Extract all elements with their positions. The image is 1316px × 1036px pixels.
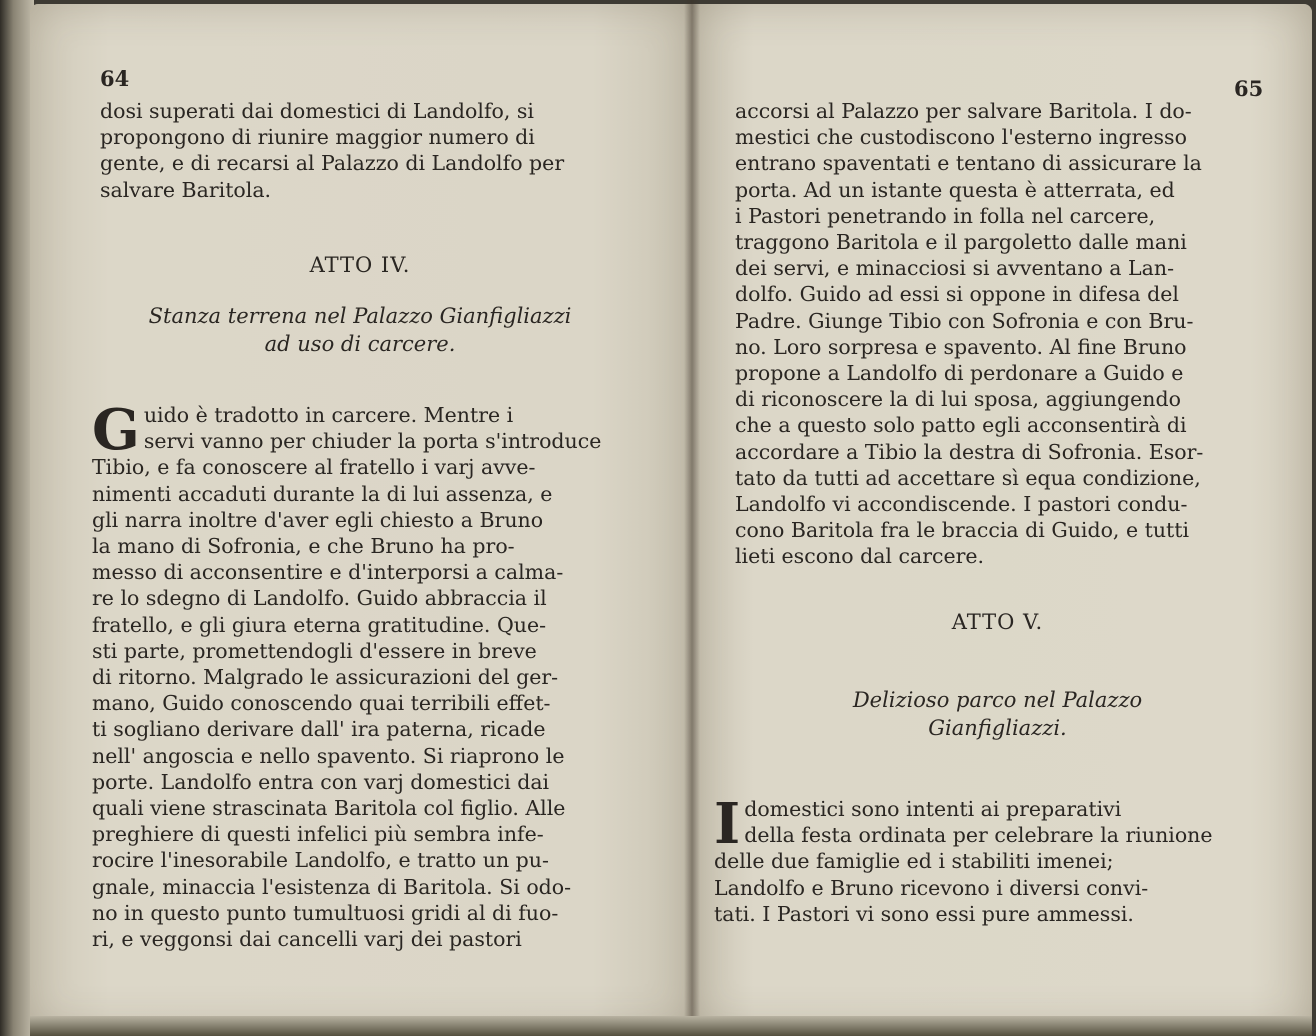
text-line: i Pastori penetrando in folla nel carcere, — [735, 203, 1156, 228]
text-line: nell' angoscia e nello spavento. Si riaprono le — [92, 743, 565, 768]
text-line: che a questo solo patto egli acconsentirà di — [735, 413, 1187, 438]
text-line: tato da tutti ad accettare sì equa condizione, — [735, 465, 1201, 490]
text-line: lieti escono dal carcere. — [735, 544, 985, 569]
text-line: porte. Landolfo entra con varj domestici dai — [92, 769, 550, 794]
scene-line: ad uso di carcere. — [264, 332, 456, 356]
text-line: uido è tradotto in carcere. Mentre i — [143, 403, 514, 427]
text-line: delle due famiglie ed i stabiliti imenei; — [714, 849, 1114, 874]
page-bottom-edge — [30, 1016, 1312, 1036]
text-line: no. Loro sorpresa e spavento. Al fine Bruno — [735, 334, 1187, 359]
text-line: domestici sono intenti ai preparativi — [744, 797, 1122, 821]
text-line: traggono Baritola e il pargoletto dalle mani — [735, 230, 1187, 255]
right-page-number: 65 — [1234, 76, 1264, 101]
scene-line: Stanza terrena nel Palazzo Gianfigliazzi — [148, 304, 572, 328]
drop-cap: G — [92, 397, 140, 463]
text-line: quali viene strascinata Baritola col figlio. Alle — [92, 796, 566, 821]
scene-line: Gianfigliazzi. — [928, 716, 1067, 740]
text-line: Landolfo vi accondiscende. I pastori condu- — [735, 492, 1188, 517]
text-line: tati. I Pastori vi sono essi pure ammessi. — [714, 901, 1134, 926]
act-v-heading: ATTO V. — [951, 610, 1044, 634]
act-iv-scene-description — [100, 302, 620, 358]
act-v-body — [714, 791, 1240, 927]
text-line: messo di acconsentire e d'interporsi a calma- — [92, 560, 564, 585]
book-edge — [0, 0, 34, 1036]
text-line: la mano di Sofronia, e che Bruno ha pro- — [92, 534, 515, 559]
act-iv-body — [92, 397, 618, 952]
text-line: fratello, e gli giura eterna gratitudine. Que- — [92, 612, 547, 637]
text-line: dei servi, e minacciosi si avventano a Lan- — [735, 256, 1175, 281]
act-v-scene-description — [735, 686, 1260, 742]
text-line: no in questo punto tumultuosi gridi al di fuo- — [92, 900, 559, 925]
text-line: gli narra inoltre d'aver egli chiesto a Bruno — [92, 507, 544, 532]
text-line: dolfo. Guido ad essi si oppone in difesa del — [735, 282, 1179, 307]
text-line: ri, e veggonsi dai cancelli varj dei pastori — [92, 927, 522, 952]
text-line: accorsi al Palazzo per salvare Baritola. I do- — [735, 99, 1192, 123]
text-line: Landolfo e Bruno ricevono i diversi convi- — [714, 875, 1149, 900]
text-line: servi vanno per chiuder la porta s'introduce — [143, 429, 602, 454]
act-iv-heading: ATTO IV. — [309, 253, 411, 277]
text-line: entrano spaventati e tentano di assicurare la — [735, 151, 1202, 176]
text-line: Tibio, e fa conoscere al fratello i varj avve- — [92, 455, 536, 480]
text-line: nimenti accaduti durante la di lui assenza, e — [92, 481, 553, 506]
text-line: gnale, minaccia l'esistenza di Baritola. Si odo- — [92, 874, 572, 899]
text-line: preghiere di questi infelici più sembra infe- — [92, 822, 544, 847]
text-line: dosi superati dai domestici di Landolfo, si — [100, 99, 534, 123]
text-line: rocire l'inesorabile Landolfo, e tratto un pu- — [92, 848, 549, 873]
scene-line: Delizioso parco nel Palazzo — [852, 688, 1143, 712]
text-line: mano, Guido conoscendo quai terribili effet- — [92, 691, 551, 716]
text-line: propongono di riunire maggior numero di — [100, 125, 535, 150]
text-line: di riconoscere la di lui sposa, aggiungendo — [735, 387, 1181, 412]
text-line: di ritorno. Malgrado le assicurazioni del ger- — [92, 665, 559, 690]
text-line: mestici che custodiscono l'esterno ingresso — [735, 125, 1187, 150]
text-line: re lo sdegno di Landolfo. Guido abbraccia il — [92, 586, 547, 611]
book-gutter — [684, 0, 700, 1036]
text-line: Padre. Giunge Tibio con Sofronia e con Bru- — [735, 308, 1194, 333]
text-line: sti parte, promettendogli d'essere in breve — [92, 638, 537, 663]
text-line: propone a Landolfo di perdonare a Guido e — [735, 361, 1184, 386]
text-line: accordare a Tibio la destra di Sofronia. Esor- — [735, 439, 1204, 464]
text-line: cono Baritola fra le braccia di Guido, e tutti — [735, 518, 1190, 543]
text-line: porta. Ad un istante questa è atterrata, ed — [735, 177, 1175, 202]
text-line: della festa ordinata per celebrare la riunione — [744, 823, 1213, 848]
left-page-number: 64 — [100, 66, 130, 91]
text-line: salvare Baritola. — [100, 177, 272, 202]
left-opening-paragraph — [100, 98, 620, 203]
text-line: gente, e di recarsi al Palazzo di Landolfo per — [100, 151, 565, 176]
text-line: ti sogliano derivare dall' ira paterna, ricade — [92, 717, 546, 742]
right-continuation-paragraph — [735, 98, 1260, 570]
drop-cap: I — [714, 791, 741, 857]
